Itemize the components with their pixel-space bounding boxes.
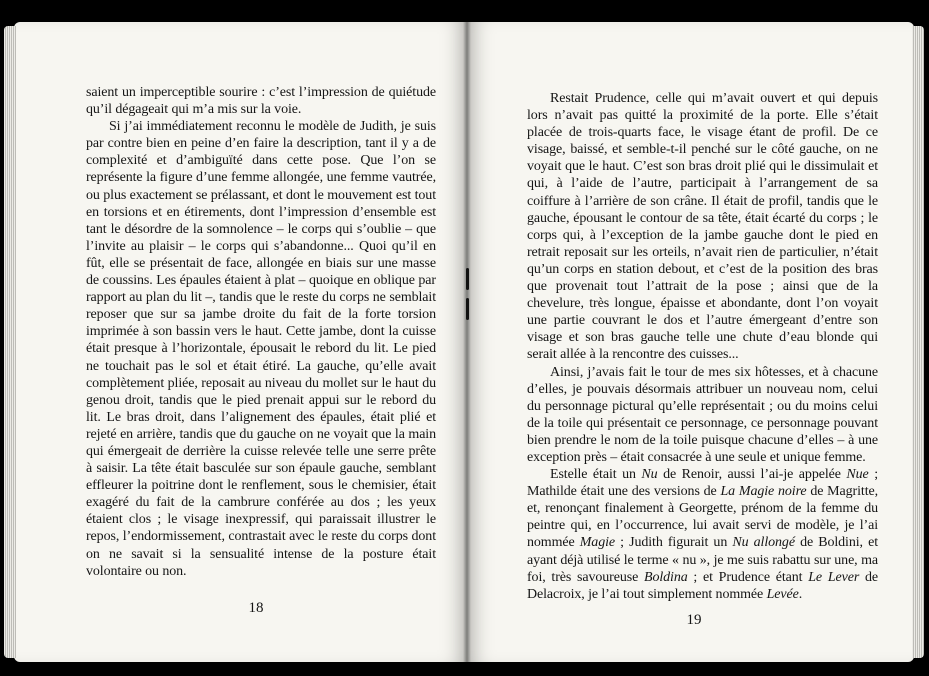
right-page-text: [527, 90, 878, 603]
paragraph: Ainsi, j’avais fait le tour de mes six hôtesses, et à chacune d’elles, je pouvais désormais attribuer un nouveau nom, celui du personnage pictural qu’elle représentait ; ou du moins celui de la toile qui présentait ce personnage, ce personnage pouvant bien prendre le nom de la toile puisque chacune d’elles – à une exception près – était consacrée à une seule et unique femme.: [527, 364, 878, 465]
page-edges-right: [912, 26, 924, 658]
left-page: [14, 22, 467, 662]
open-book: [14, 22, 914, 662]
right-page: [467, 22, 914, 662]
paragraph: Restait Prudence, celle qui m’avait ouvert et qui depuis lors n’avait pas quitté la proximité de la porte. Elle s’était placée de trois-quarts face, le visage étant de profil. De ce visage, baissé, et semble-t-il penché sur le côté gauche, on ne voyait que le haut. C’est son bras droit plié qui le dissimulait et qui, à l’aide de l’autre, participait à l’arrangement de sa coiffure à l’arrière de son crâne. Il était de profil, tandis que le gauche, épousant le contour de sa tête, était écarté du corps ; le corps qui, à l’exception de la jambe gauche dont le pied en retrait reposait sur les orteils, n’avait rien de particulier, n’était qu’un corps en station debout, et c’est de la position des bras que provenait tout l’attrait de la pose ; ainsi que de la chevelure, très longue, épaisse et abondante, dont l’on voyait une partie couvrant le dos et l’autre émergeant d’entre son visage et son bras gauche telle une chute d’eau blonde qui serait allée à la rencontre des cuisses...: [527, 91, 878, 363]
book-gutter: [463, 22, 471, 662]
page-number: 19: [686, 612, 702, 628]
paragraph: saient un imperceptible sourire : c’est l’impression de quiétude qu’il dégageait qui m’a mis sur la voie.: [86, 85, 436, 118]
paragraph: Si j’ai immédiatement reconnu le modèle de Judith, je suis par contre bien en peine d’en faire la description, tant il y a de complexité et d’ambiguïté dans cette pose. Que l’on se représente la figure d’une femme allongée, une femme vautrée, ou plus exactement se prélassant, et dont le mouvement est tout en torsions et en étirements, dont l’impression d’ensemble est tant le désordre de la somnolence – le corps qui s’oublie – que l’invite au plaisir – le corps qui s’abandonne... Quoi qu’il en fût, elle se présentait de face, allongée en biais sur une masse de coussins. Les épaules étaient à plat – quoique en oblique par rapport au plan du lit –, tandis que le reste du corps ne semblait reposer que sur sa jambe droite du fait de la forte torsion imprimée à son bassin vers le haut. Cette jambe, dont la cuisse était presque à l’horizontale, épousait le rebord du lit. Le pied ne touchait pas le sol et était étiré. La gauche, qu’elle avait complètement pliée, reposait au niveau du mollet sur le haut du genou droit, tandis que le pied prenait appui sur le rebord du lit. Le bras droit, dans l’alignement des épaules, était plié et rejeté en arrière, tandis que du gauche on ne voyait que la main qui émergeait de derrière la cuisse relevée telle une serre prête à saisir. La tête était basculée sur son épaule gauche, semblant effleurer la poitrine dont le renflement, sous le chemisier, était exagéré du fait de la cambrure conférée au dos ; les yeux étaient clos ; le visage inexpressif, qui paraissait illustrer le repos, l’endormissement, contrastait avec le reste du corps dont on ne savait si la sensualité intense de la posture était volontaire ou non.: [86, 119, 436, 579]
staple-top: [466, 268, 469, 290]
page-number: 18: [248, 600, 264, 616]
staple-bottom: [466, 298, 469, 320]
paragraph: Estelle était un Nu de Renoir, aussi l’ai-je appelée Nue ; Mathilde était une des versions de La Magie noire de Magritte, et, renonçant finalement à Georgette, prénom de la femme du peintre qui, en l’occurrence, lui avait servi de modèle, je l’ai nommée Magie ; Judith figurait un Nu allongé de Boldini, et ayant déjà utilisé le terme « nu », je me suis rabattu sur une, ma foi, très savoureuse Boldina ; et Prudence étant Le Lever de Delacroix, je l’ai tout simplement nommée Levée.: [527, 467, 879, 602]
page-edges-left: [4, 26, 16, 658]
left-page-text: [86, 84, 436, 580]
